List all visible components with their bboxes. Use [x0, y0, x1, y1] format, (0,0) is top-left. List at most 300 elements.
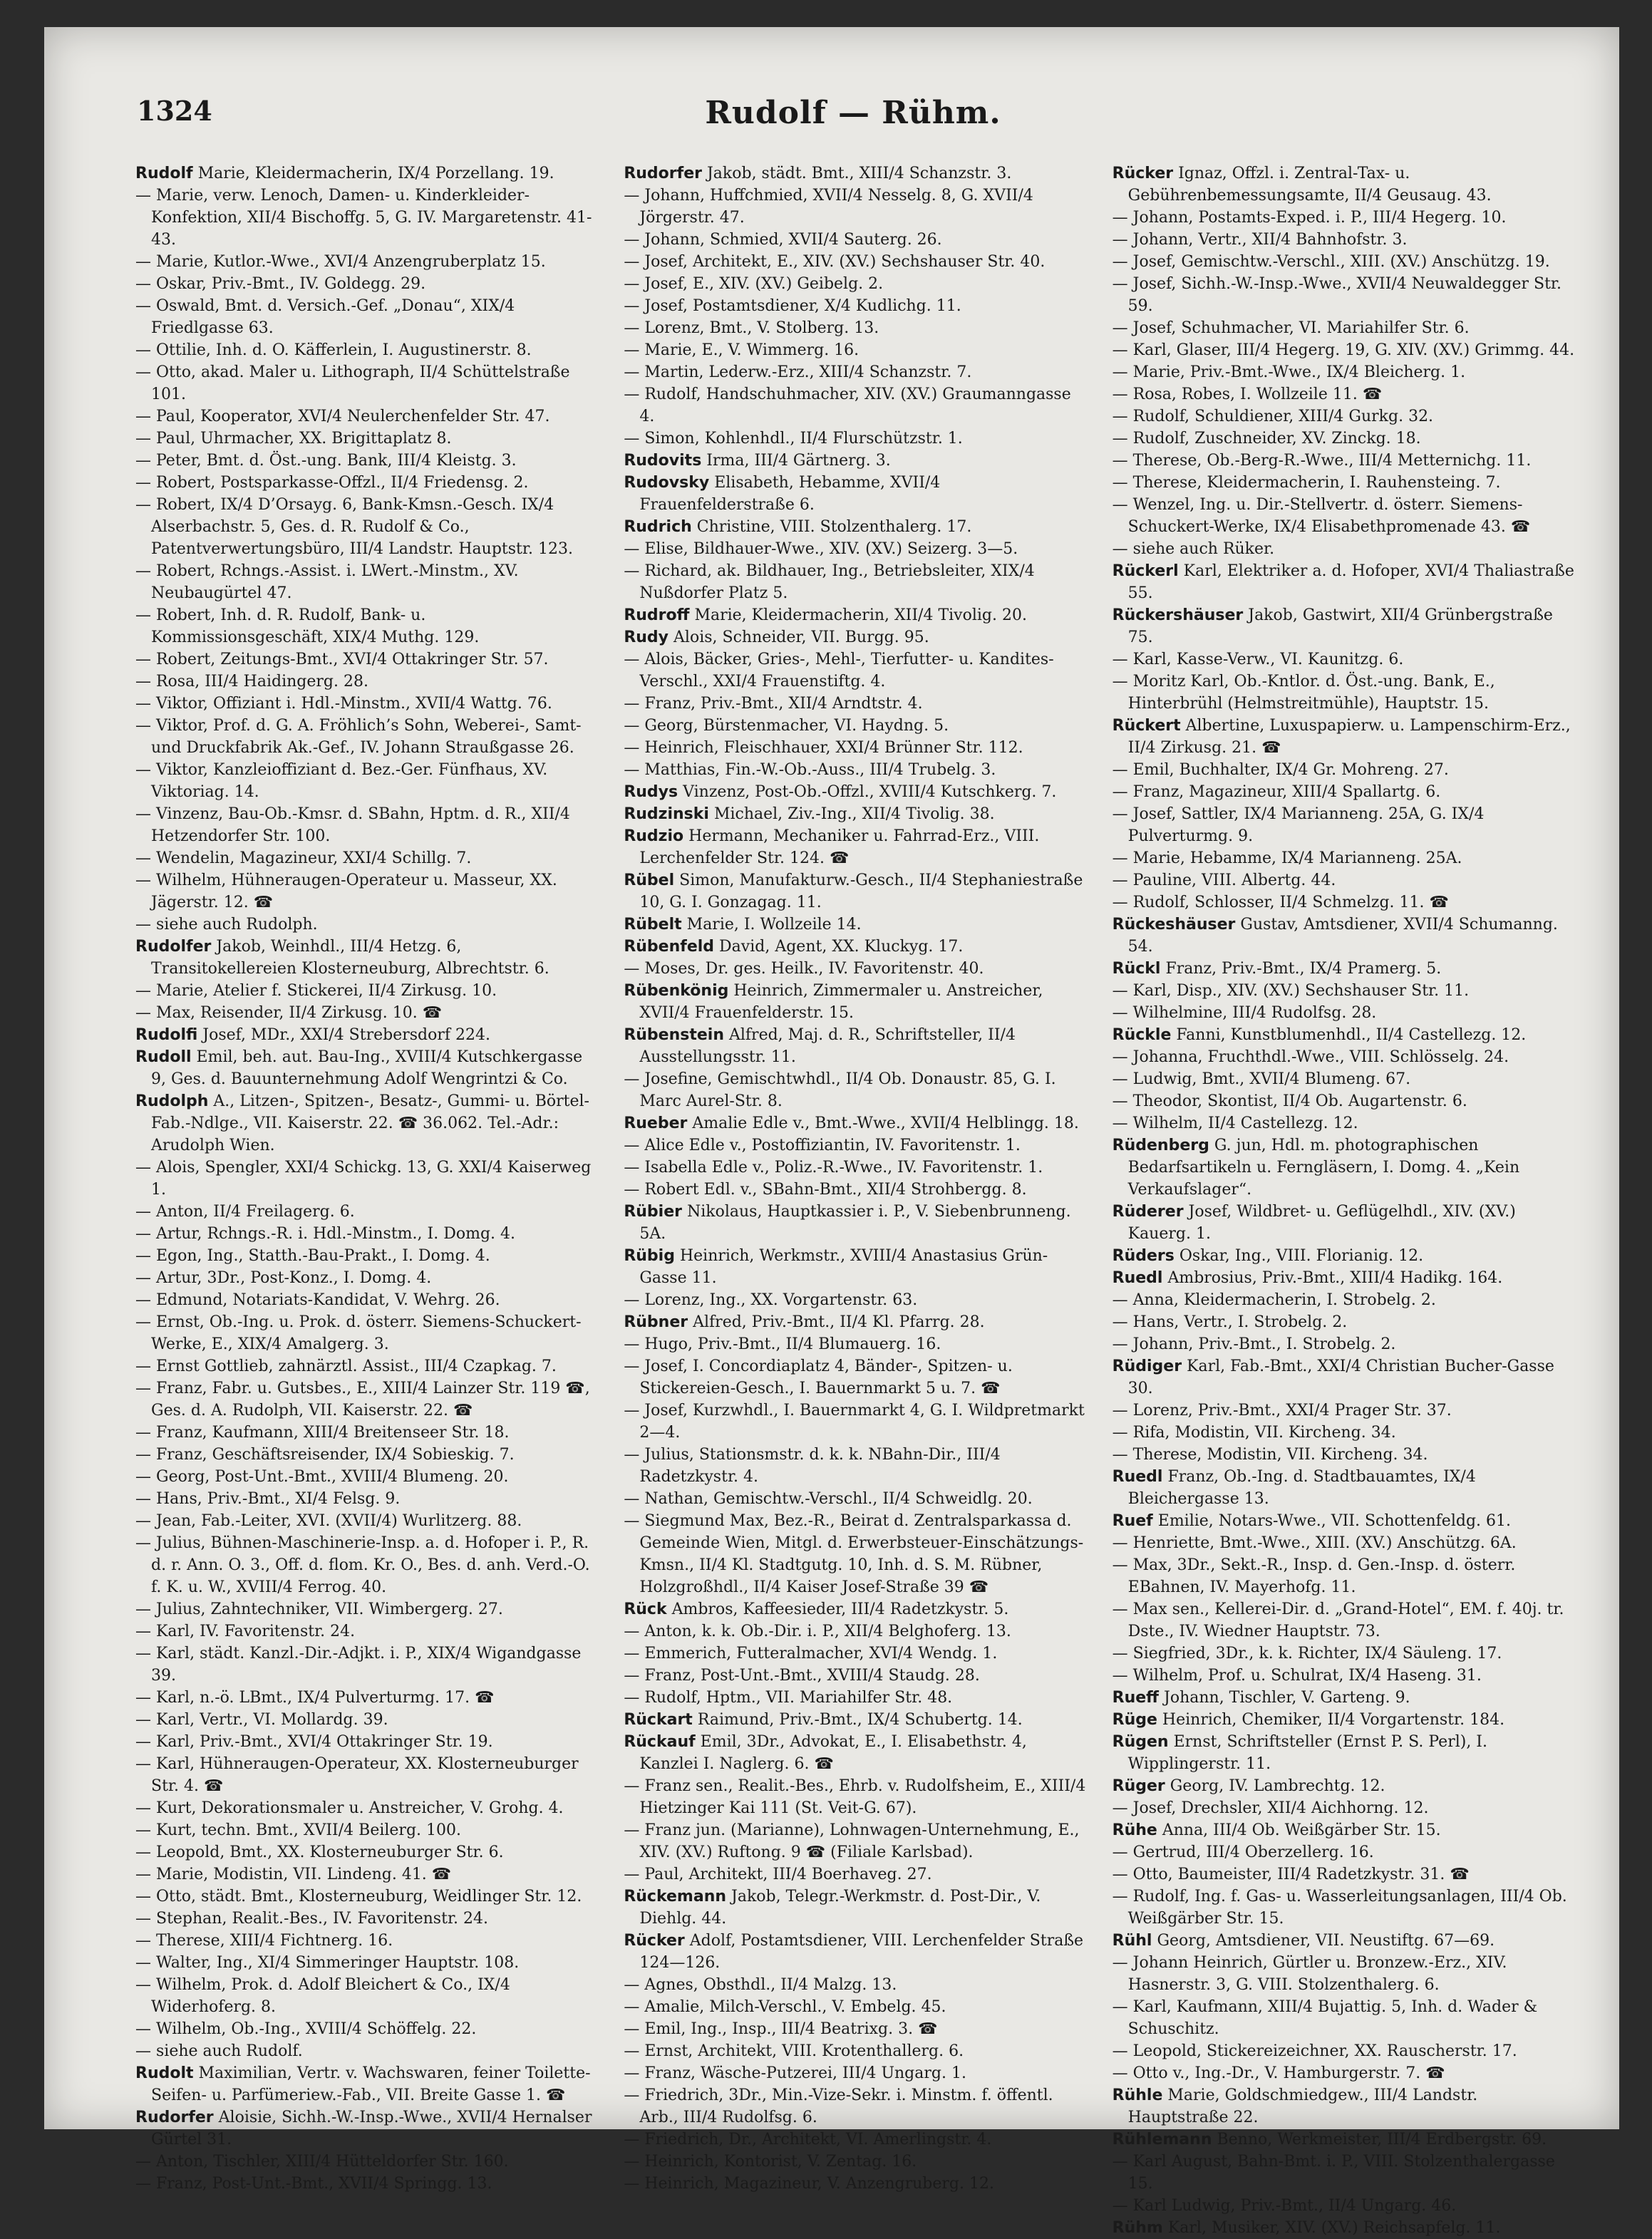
- directory-entry: [624, 538, 1088, 560]
- directory-entry: [1112, 450, 1576, 472]
- entry-text: Karl, Fab.-Bmt., XXI/4 Christian Bucher-Gasse 30.: [1127, 1358, 1554, 1397]
- entry-text: — Lorenz, Bmt., V. Stolberg. 13.: [624, 319, 879, 337]
- entry-surname: Rügen: [1112, 1733, 1169, 1751]
- entry-text: — Karl, n.-ö. LBmt., IX/4 Pulverturmg. 17. ☎: [135, 1689, 495, 1707]
- entry-text: — Franz, Post-Unt.-Bmt., XVIII/4 Staudg. 28.: [624, 1667, 980, 1685]
- entry-text: Oskar, Ing., VIII. Florianig. 12.: [1174, 1247, 1424, 1265]
- directory-entry: [624, 1245, 1088, 1289]
- entry-surname: Ruef: [1112, 1512, 1153, 1530]
- entry-text: Hermann, Mechaniker u. Fahrrad-Erz., VIII. Lerchenfelder Str. 124. ☎: [639, 827, 1040, 867]
- entry-text: — Wilhelm, II/4 Castellezg. 12.: [1112, 1115, 1358, 1132]
- directory-entry: [135, 1620, 599, 1643]
- entry-text: — Karl, Kasse-Verw., VI. Kaunitzg. 6.: [1112, 651, 1404, 668]
- entry-text: — Karl, Hühneraugen-Operateur, XX. Klosterneuburger Str. 4. ☎: [135, 1755, 579, 1795]
- directory-entry: [624, 1863, 1088, 1886]
- directory-entry: [1112, 759, 1576, 781]
- entry-text: — Franz, Priv.-Bmt., XII/4 Arndtstr. 4.: [624, 695, 923, 713]
- directory-entry: [624, 2040, 1088, 2062]
- directory-entry: [135, 1841, 599, 1863]
- entry-text: — Marie, verw. Lenoch, Damen- u. Kinderkleider-Konfektion, XII/4 Bischoffg. 5, G. IV. Margaretenstr. 41-43.: [135, 187, 592, 249]
- directory-entry: [624, 604, 1088, 626]
- entry-text: — Karl, städt. Kanzl.-Dir.-Adjkt. i. P., XIX/4 Wigandgasse 39.: [135, 1645, 582, 1685]
- directory-entry: [1112, 980, 1576, 1002]
- entry-text: — Viktor, Offiziant i. Hdl.-Minstm., XVII/4 Wattg. 76.: [135, 695, 552, 713]
- directory-entry: [1112, 1422, 1576, 1444]
- entry-text: — Kurt, Dekorationsmaler u. Anstreicher, V. Grohg. 4.: [135, 1799, 564, 1817]
- directory-entry: [624, 1112, 1088, 1134]
- directory-entry: [624, 1355, 1088, 1400]
- entry-text: — Wilhelm, Prok. d. Adolf Bleichert & Co., IX/4 Widerhoferg. 8.: [135, 1976, 510, 2016]
- directory-entry: [1112, 1709, 1576, 1731]
- entry-text: — Josef, Schuhmacher, VI. Mariahilfer Str. 6.: [1112, 319, 1470, 337]
- entry-text: — Robert, Postsparkasse-Offzl., II/4 Friedensg. 2.: [135, 474, 529, 492]
- entry-text: — Agnes, Obsthdl., II/4 Malzg. 13.: [624, 1976, 897, 1994]
- directory-entry: [624, 162, 1088, 185]
- entry-text: — Elise, Bildhauer-Wwe., XIV. (XV.) Seizerg. 3—5.: [624, 540, 1018, 558]
- directory-entry: [1112, 1930, 1576, 1952]
- directory-entry: [135, 1245, 599, 1267]
- entry-text: — Wilhelm, Ob.-Ing., XVIII/4 Schöffelg. 22.: [135, 2020, 477, 2038]
- directory-entry: [135, 803, 599, 847]
- directory-entry: [624, 825, 1088, 869]
- directory-entry: [624, 936, 1088, 958]
- entry-text: — Wenzel, Ing. u. Dir.-Stellvertr. d. österr. Siemens-Schuckert-Werke, IX/4 Elisabethpromenade 43. ☎: [1112, 496, 1531, 536]
- entry-text: — Paul, Architekt, III/4 Boerhaveg. 27.: [624, 1866, 932, 1883]
- page-header: [137, 95, 1569, 145]
- directory-entry: [1112, 494, 1576, 538]
- directory-entry: [135, 2106, 599, 2151]
- directory-entry: [1112, 2217, 1576, 2239]
- entry-text: — Johann, Postamts-Exped. i. P., III/4 Hegerg. 10.: [1112, 209, 1507, 227]
- directory-entry: [624, 1819, 1088, 1863]
- entry-surname: Ruedl: [1112, 1468, 1163, 1486]
- entry-surname: Rühm: [1112, 2219, 1163, 2237]
- directory-entry: [624, 1311, 1088, 1333]
- directory-entry: [135, 1046, 599, 1090]
- entry-surname: Rudovsky: [624, 474, 710, 492]
- directory-entry: [1112, 1046, 1576, 1068]
- entry-text: Ernst, Schriftsteller (Ernst P. S. Perl), I. Wipplingerstr. 11.: [1127, 1733, 1487, 1773]
- entry-text: — Georg, Bürstenmacher, VI. Haydng. 5.: [624, 717, 949, 735]
- entry-text: — Max, Reisender, II/4 Zirkusg. 10. ☎: [135, 1004, 443, 1022]
- directory-entry: [624, 317, 1088, 339]
- entry-surname: Rudolf: [135, 165, 193, 182]
- directory-entry: [624, 958, 1088, 980]
- entry-text: — Leopold, Bmt., XX. Klosterneuburger Str. 6.: [135, 1844, 504, 1861]
- entry-text: Josef, MDr., XXI/4 Strebersdorf 224.: [197, 1026, 491, 1044]
- directory-entry: [1112, 1554, 1576, 1598]
- entry-text: — Wilhelm, Prof. u. Schulrat, IX/4 Haseng. 31.: [1112, 1667, 1482, 1685]
- directory-entry: [1112, 1797, 1576, 1819]
- directory-entry: [624, 1134, 1088, 1157]
- directory-entry: [135, 494, 599, 560]
- entry-text: Karl, Musiker, XIV. (XV.) Reichsapfelg. 11.: [1162, 2219, 1501, 2237]
- entry-surname: Rückl: [1112, 960, 1161, 978]
- entry-text: — Wendelin, Magazineur, XXI/4 Schillg. 7.: [135, 849, 472, 867]
- directory-entry: [624, 737, 1088, 759]
- entry-surname: Rudolfi: [135, 1026, 198, 1044]
- entry-text: — Viktor, Prof. d. G. A. Fröhlich’s Sohn, Weberei-, Samt- und Druckfabrik Ak.-Gef., IV. Johann Straußgasse 26.: [135, 717, 582, 757]
- directory-entry: [135, 869, 599, 914]
- directory-entry: [135, 295, 599, 339]
- directory-entry: [1112, 847, 1576, 869]
- directory-entry: [624, 1289, 1088, 1311]
- entry-text: — Therese, Ob.-Berg-R.-Wwe., III/4 Metternichg. 11.: [1112, 452, 1532, 470]
- directory-entry: [1112, 1201, 1576, 1245]
- entry-surname: Rudolt: [135, 2064, 194, 2082]
- directory-entry: [135, 1598, 599, 1620]
- directory-entry: [1112, 1355, 1576, 1400]
- entry-surname: Rudys: [624, 783, 678, 801]
- entry-text: — Jean, Fab.-Leiter, XVI. (XVII/4) Wurlitzerg. 88.: [135, 1512, 522, 1530]
- directory-entry: [624, 1665, 1088, 1687]
- entry-text: — Josef, Gemischtw.-Verschl., XIII. (XV.) Anschützg. 19.: [1112, 253, 1550, 271]
- entry-text: — Hans, Priv.-Bmt., XI/4 Felsg. 9.: [135, 1490, 401, 1508]
- entry-surname: Rückart: [624, 1711, 693, 1729]
- entry-text: Ignaz, Offzl. i. Zentral-Tax- u. Gebührenbemessungsamte, II/4 Geusaug. 43.: [1127, 165, 1492, 205]
- entry-text: — Anton, II/4 Freilagerg. 6.: [135, 1203, 355, 1221]
- entry-text: — Rudolf, Schlosser, II/4 Schmelzg. 11. ☎: [1112, 894, 1449, 911]
- entry-text: Maximilian, Vertr. v. Wachswaren, feiner Toilette-Seifen- u. Parfümeriew.-Fab., VII. Breite Gasse 1. ☎: [151, 2064, 591, 2104]
- entry-text: — Robert, Inh. d. R. Rudolf, Bank- u. Kommissionsgeschäft, XIX/4 Muthg. 129.: [135, 606, 480, 646]
- entry-text: — Heinrich, Fleischhauer, XXI/4 Brünner Str. 112.: [624, 739, 1023, 757]
- entry-surname: Rudoll: [135, 1048, 192, 1066]
- entry-text: — Marie, Modistin, VII. Lindeng. 41. ☎: [135, 1866, 452, 1883]
- directory-entry: [624, 2173, 1088, 2195]
- entry-text: — Matthias, Fin.-W.-Ob.-Auss., III/4 Trubelg. 3.: [624, 761, 996, 779]
- entry-text: — Josef, I. Concordiaplatz 4, Bänder-, Spitzen- u. Stickereien-Gesch., I. Bauernmarkt 5 u. 7. ☎: [624, 1358, 1013, 1397]
- entry-text: — Josefine, Gemischtwhdl., II/4 Ob. Donaustr. 85, G. I. Marc Aurel-Str. 8.: [624, 1070, 1056, 1110]
- entry-surname: Rübel: [624, 872, 675, 889]
- directory-entry: [1112, 472, 1576, 494]
- directory-entry: [624, 185, 1088, 229]
- entry-surname: Rübenkönig: [624, 982, 729, 1000]
- directory-entry: [1112, 1665, 1576, 1687]
- entry-text: Georg, Amtsdiener, VII. Neustiftg. 67—69.: [1152, 1932, 1495, 1950]
- directory-entry: [135, 1223, 599, 1245]
- entry-text: Christine, VIII. Stolzenthalerg. 17.: [691, 518, 972, 536]
- directory-entry: [135, 1886, 599, 1908]
- entry-text: Albertine, Luxuspapierw. u. Lampenschirm-Erz., II/4 Zirkusg. 21. ☎: [1127, 717, 1571, 757]
- entry-surname: Rudolfer: [135, 938, 212, 956]
- directory-entry: [1112, 1002, 1576, 1024]
- directory-entry: [624, 516, 1088, 538]
- entry-text: — Stephan, Realit.-Bes., IV. Favoritenstr. 24.: [135, 1910, 489, 1928]
- entry-text: — Siegfried, 3Dr., k. k. Richter, IX/4 Säuleng. 17.: [1112, 1645, 1502, 1663]
- entry-text: — Vinzenz, Bau-Ob.-Kmsr. d. SBahn, Hptm. d. R., XII/4 Hetzendorfer Str. 100.: [135, 805, 570, 845]
- entry-text: — Heinrich, Magazineur, V. Anzengruberg. 12.: [624, 2175, 994, 2193]
- directory-entry: [1112, 273, 1576, 317]
- entry-surname: Rückershäuser: [1112, 606, 1244, 624]
- entry-surname: Rudovits: [624, 452, 702, 470]
- directory-entry: [624, 2018, 1088, 2040]
- entry-text: — Josef, Postamtsdiener, X/4 Kudlichg. 11.: [624, 297, 961, 315]
- directory-entry: [1112, 715, 1576, 759]
- page-number: 1324: [137, 95, 212, 127]
- entry-text: — Ottilie, Inh. d. O. Käfferlein, I. Augustinerstr. 8.: [135, 341, 532, 359]
- entry-text: — Robert, Rchngs.-Assist. i. LWert.-Minstm., XV. Neubaugürtel 47.: [135, 562, 519, 602]
- directory-entry: [624, 1510, 1088, 1598]
- directory-entry: [624, 648, 1088, 693]
- directory-entry: [624, 1201, 1088, 1245]
- entry-text: — Heinrich, Kontorist, V. Zentag. 16.: [624, 2153, 917, 2171]
- directory-entry: [135, 2173, 599, 2195]
- directory-entry: [1112, 1819, 1576, 1841]
- directory-entry: [1112, 781, 1576, 803]
- entry-text: G. jun, Hdl. m. photographischen Bedarfsartikeln u. Ferngläsern, I. Domg. 4. „Kein Verkaufslager“.: [1127, 1137, 1520, 1199]
- entry-columns: [135, 162, 1576, 2237]
- running-title: Rudolf — Rühm.: [705, 95, 1001, 131]
- entry-text: — Ernst, Ob.-Ing. u. Prok. d. österr. Siemens-Schuckert-Werke, E., XIX/4 Amalgerg. 3.: [135, 1313, 582, 1353]
- directory-entry: [135, 1819, 599, 1841]
- directory-entry: [135, 251, 599, 273]
- directory-entry: [135, 759, 599, 803]
- entry-text: — Rudolf, Hptm., VII. Mariahilfer Str. 48.: [624, 1689, 953, 1707]
- entry-text: — Theodor, Skontist, II/4 Ob. Augartenstr. 6.: [1112, 1092, 1467, 1110]
- entry-text: — Therese, Kleidermacherin, I. Rauhensteing. 7.: [1112, 474, 1501, 492]
- entry-text: — Franz, Post-Unt.-Bmt., XVII/4 Springg. 13.: [135, 2175, 492, 2193]
- directory-entry: [624, 1157, 1088, 1179]
- entry-text: — Julius, Bühnen-Maschinerie-Insp. a. d. Hofoper i. P., R. d. r. Ann. O. 3., Off. d. flom. Kr. O., Bes. d. anh. Verd.-O. f. K. u. W., XVIII/4 Ferrog. 40.: [135, 1534, 590, 1596]
- directory-entry: [1112, 1112, 1576, 1134]
- directory-entry: [1112, 207, 1576, 229]
- entry-text: — Emil, Ing., Insp., III/4 Beatrixg. 3. ☎: [624, 2020, 938, 2038]
- entry-text: — Rudolf, Schuldiener, XIII/4 Gurkg. 32.: [1112, 408, 1434, 425]
- column-left: [135, 162, 599, 2193]
- directory-entry: [1112, 229, 1576, 251]
- entry-text: — Karl Ludwig, Priv.-Bmt., II/4 Ungarg. 46.: [1112, 2197, 1457, 2215]
- entry-text: Emil, 3Dr., Advokat, E., I. Elisabethstr. 4, Kanzlei I. Naglerg. 6. ☎: [639, 1733, 1027, 1773]
- entry-text: — Martin, Lederw.-Erz., XIII/4 Schanzstr. 7.: [624, 363, 972, 381]
- entry-text: — Wilhelmine, III/4 Rudolfsg. 28.: [1112, 1004, 1377, 1022]
- entry-surname: Rückerl: [1112, 562, 1179, 580]
- directory-entry: [1112, 1289, 1576, 1311]
- directory-entry: [1112, 1532, 1576, 1554]
- entry-text: Marie, Kleidermacherin, IX/4 Porzellang. 19.: [192, 165, 554, 182]
- directory-entry: [624, 560, 1088, 604]
- entry-text: — Johann, Vertr., XII/4 Bahnhofstr. 3.: [1112, 231, 1408, 249]
- directory-entry: [1112, 1598, 1576, 1643]
- directory-entry: [135, 361, 599, 405]
- directory-entry: [1112, 2151, 1576, 2195]
- entry-text: — Franz jun. (Marianne), Lohnwagen-Unternehmung, E., XIV. (XV.) Ruftong. 9 ☎ (Filiale Karlsbad).: [624, 1821, 1080, 1861]
- directory-entry: [135, 1201, 599, 1223]
- entry-text: — Josef, E., XIV. (XV.) Geibelg. 2.: [624, 275, 884, 293]
- directory-entry: [135, 1157, 599, 1201]
- entry-text: — Johanna, Fruchthdl.-Wwe., VIII. Schlösselg. 24.: [1112, 1048, 1509, 1066]
- entry-text: Jakob, Telegr.-Werkmstr. d. Post-Dir., V. Diehlg. 44.: [639, 1888, 1041, 1928]
- entry-text: — Anton, k. k. Ob.-Dir. i. P., XII/4 Belghoferg. 13.: [624, 1623, 1011, 1640]
- directory-entry: [624, 781, 1088, 803]
- directory-entry: [624, 980, 1088, 1024]
- directory-entry: [624, 1620, 1088, 1643]
- directory-entry: [1112, 914, 1576, 958]
- entry-text: — Robert, Zeitungs-Bmt., XVI/4 Ottakringer Str. 57.: [135, 651, 549, 668]
- directory-entry: [1112, 891, 1576, 914]
- entry-text: — Max sen., Kellerei-Dir. d. „Grand-Hotel“, EM. f. 40j. tr. Dste., IV. Wiedner Hauptstr. 73.: [1112, 1601, 1564, 1640]
- entry-text: — Karl, Disp., XIV. (XV.) Sechshauser Str. 11.: [1112, 982, 1470, 1000]
- directory-entry: [624, 295, 1088, 317]
- directory-entry: [624, 1333, 1088, 1355]
- directory-entry: [1112, 1245, 1576, 1267]
- directory-entry: [624, 428, 1088, 450]
- directory-entry: [1112, 1466, 1576, 1510]
- entry-surname: Rübelt: [624, 916, 682, 934]
- entry-text: Anna, III/4 Ob. Weißgärber Str. 15.: [1157, 1821, 1441, 1839]
- directory-entry: [135, 560, 599, 604]
- entry-text: Josef, Wildbret- u. Geflügelhdl., XIV. (XV.) Kauerg. 1.: [1127, 1203, 1516, 1243]
- entry-text: — Edmund, Notariats-Kandidat, V. Wehrg. 26.: [135, 1291, 500, 1309]
- directory-entry: [624, 472, 1088, 516]
- entry-text: — Karl, IV. Favoritenstr. 24.: [135, 1623, 356, 1640]
- entry-text: — Otto v., Ing.-Dr., V. Hamburgerstr. 7. ☎: [1112, 2064, 1445, 2082]
- directory-entry: [135, 1024, 599, 1046]
- directory-entry: [135, 1355, 599, 1377]
- directory-entry: [135, 185, 599, 251]
- directory-entry: [624, 1488, 1088, 1510]
- entry-text: Heinrich, Werkmstr., XVIII/4 Anastasius Grün-Gasse 11.: [639, 1247, 1048, 1287]
- directory-entry: [624, 1930, 1088, 1974]
- entry-text: Marie, I. Wollzeile 14.: [681, 916, 862, 934]
- directory-entry: [135, 936, 599, 980]
- entry-text: Marie, Goldschmiedgew., III/4 Landstr. Hauptstraße 22.: [1127, 2087, 1478, 2126]
- entry-surname: Rückauf: [624, 1733, 696, 1751]
- entry-text: — siehe auch Rüker.: [1112, 540, 1275, 558]
- entry-surname: Rudorfer: [624, 165, 702, 182]
- directory-entry: [135, 693, 599, 715]
- directory-entry: [1112, 2195, 1576, 2217]
- entry-text: — Henriette, Bmt.-Wwe., XIII. (XV.) Anschützg. 6A.: [1112, 1534, 1517, 1552]
- directory-entry: [135, 1930, 599, 1952]
- entry-surname: Rübenfeld: [624, 938, 715, 956]
- directory-entry: [1112, 648, 1576, 671]
- entry-surname: Rudzio: [624, 827, 684, 845]
- entry-surname: Rudolph: [135, 1092, 209, 1110]
- entry-surname: Rüge: [1112, 1711, 1157, 1729]
- entry-text: Jakob, Gastwirt, XII/4 Grünbergstraße 75.: [1127, 606, 1553, 646]
- entry-text: — Ernst, Architekt, VIII. Krotenthallerg. 6.: [624, 2042, 964, 2060]
- entry-surname: Rueber: [624, 1115, 688, 1132]
- entry-text: — Rudolf, Zuschneider, XV. Zinckg. 18.: [1112, 430, 1421, 448]
- entry-text: — Egon, Ing., Statth.-Bau-Prakt., I. Domg. 4.: [135, 1247, 490, 1265]
- entry-text: — Robert, IX/4 D’Orsayg. 6, Bank-Kmsn.-Gesch. IX/4 Alserbachstr. 5, Ges. d. R. Rudolf & Co., Patentverwertungsbüro, III/4 Landstr. Hauptstr. 123.: [135, 496, 573, 558]
- entry-text: — Rosa, Robes, I. Wollzeile 11. ☎: [1112, 386, 1383, 403]
- entry-surname: Rübig: [624, 1247, 675, 1265]
- directory-entry: [1112, 671, 1576, 715]
- entry-surname: Rübenstein: [624, 1026, 724, 1044]
- entry-text: Franz, Priv.-Bmt., IX/4 Pramerg. 5.: [1160, 960, 1442, 978]
- entry-text: — Oswald, Bmt. d. Versich.-Gef. „Donau“, XIX/4 Friedlgasse 63.: [135, 297, 515, 337]
- directory-entry: [1112, 958, 1576, 980]
- entry-text: — Otto, städt. Bmt., Klosterneuburg, Weidlinger Str. 12.: [135, 1888, 582, 1906]
- entry-text: — Josef, Drechsler, XII/4 Aichhorng. 12.: [1112, 1799, 1429, 1817]
- directory-entry: [624, 869, 1088, 914]
- entry-text: — Marie, Priv.-Bmt.-Wwe., IX/4 Bleicherg. 1.: [1112, 363, 1466, 381]
- entry-text: — Siegmund Max, Bez.-R., Beirat d. Zentralsparkassa d. Gemeinde Wien, Mitgl. d. Erwerbsteuer-Einschätzungs-Kmsn., II/4 Kl. Stadtgutg. 10, Inh. d. S. M. Rübner, Holzgroßhdl., II/4 Kaiser Josef-Straße 39 ☎: [624, 1512, 1084, 1596]
- entry-text: — siehe auch Rudolf.: [135, 2042, 303, 2060]
- directory-entry: [135, 648, 599, 671]
- entry-text: — Isabella Edle v., Poliz.-R.-Wwe., IV. Favoritenstr. 1.: [624, 1159, 1043, 1177]
- entry-text: Johann, Tischler, V. Garteng. 9.: [1159, 1689, 1410, 1707]
- directory-entry: [135, 715, 599, 759]
- directory-entry: [135, 1289, 599, 1311]
- directory-entry: [135, 1444, 599, 1466]
- directory-entry: [624, 626, 1088, 648]
- directory-entry: [1112, 1731, 1576, 1775]
- entry-text: — Franz, Wäsche-Putzerei, III/4 Ungarg. 1.: [624, 2064, 966, 2082]
- entry-text: — Gertrud, III/4 Oberzellerg. 16.: [1112, 1844, 1374, 1861]
- directory-entry: [135, 1466, 599, 1488]
- directory-entry: [624, 1731, 1088, 1775]
- entry-text: Alfred, Priv.-Bmt., II/4 Kl. Pfarrg. 28.: [688, 1313, 985, 1331]
- entry-text: — Johann Heinrich, Gürtler u. Bronzew.-Erz., XIV. Hasnerstr. 3, G. VIII. Stolzenthalerg. 6.: [1112, 1954, 1507, 1994]
- directory-entry: [624, 2062, 1088, 2084]
- directory-entry: [624, 1687, 1088, 1709]
- entry-surname: Rückemann: [624, 1888, 727, 1906]
- directory-entry: [135, 2062, 599, 2106]
- entry-text: — Franz, Kaufmann, XIII/4 Breitenseer Str. 18.: [135, 1424, 510, 1442]
- entry-text: — Julius, Stationsmstr. d. k. k. NBahn-Dir., III/4 Radetzkystr. 4.: [624, 1446, 1001, 1486]
- entry-text: Irma, III/4 Gärtnerg. 3.: [701, 452, 891, 470]
- entry-text: — Amalie, Milch-Verschl., V. Embelg. 45.: [624, 1998, 946, 2016]
- directory-entry: [135, 980, 599, 1002]
- directory-entry: [624, 229, 1088, 251]
- entry-text: Benno, Werkmeister, III/4 Erdbergstr. 69.: [1212, 2131, 1547, 2148]
- directory-entry: [1112, 162, 1576, 207]
- entry-text: Raimund, Priv.-Bmt., IX/4 Schubertg. 14.: [692, 1711, 1023, 1729]
- directory-entry: [135, 1687, 599, 1709]
- entry-text: — Karl, Kaufmann, XIII/4 Bujattig. 5, Inh. d. Wader & Schuschitz.: [1112, 1998, 1538, 2038]
- entry-text: — Robert Edl. v., SBahn-Bmt., XII/4 Strohbergg. 8.: [624, 1181, 1027, 1199]
- entry-text: Alfred, Maj. d. R., Schriftsteller, II/4 Ausstellungsstr. 11.: [639, 1026, 1016, 1066]
- directory-entry: [1112, 1134, 1576, 1201]
- entry-text: Jakob, Weinhdl., III/4 Hetzg. 6, Transitokellereien Klosterneuburg, Albrechtstr. 6.: [151, 938, 549, 978]
- entry-text: Emilie, Notars-Wwe., VII. Schottenfeldg. 61.: [1152, 1512, 1511, 1530]
- entry-surname: Ruedl: [1112, 1269, 1163, 1287]
- directory-entry: [135, 1311, 599, 1355]
- entry-text: — Marie, Hebamme, IX/4 Marianneng. 25A.: [1112, 849, 1462, 867]
- entry-text: — Anna, Kleidermacherin, I. Strobelg. 2.: [1112, 1291, 1436, 1309]
- directory-entry: [135, 1797, 599, 1819]
- column-middle: [624, 162, 1088, 2193]
- directory-entry: [1112, 604, 1576, 648]
- directory-entry: [135, 1974, 599, 2018]
- directory-entry: [135, 2040, 599, 2062]
- entry-surname: Rüger: [1112, 1777, 1165, 1795]
- entry-text: — Emmerich, Futteralmacher, XVI/4 Wendg. 1.: [624, 1645, 998, 1663]
- directory-entry: [1112, 1952, 1576, 1996]
- entry-text: — Franz sen., Realit.-Bes., Ehrb. v. Rudolfsheim, E., XIII/4 Hietzinger Kai 111 (St. Veit-G. 67).: [624, 1777, 1086, 1817]
- directory-entry: [135, 1908, 599, 1930]
- entry-surname: Rühle: [1112, 2087, 1163, 2104]
- entry-text: — Johann, Priv.-Bmt., I. Strobelg. 2.: [1112, 1335, 1396, 1353]
- directory-entry: [1112, 405, 1576, 428]
- directory-entry: [1112, 1643, 1576, 1665]
- entry-text: Franz, Ob.-Ing. d. Stadtbauamtes, IX/4 Bleichergasse 13.: [1127, 1468, 1476, 1508]
- entry-text: — Josef, Kurzwhdl., I. Bauernmarkt 4, G. I. Wildpretmarkt 2—4.: [624, 1402, 1085, 1442]
- directory-entry: [1112, 1841, 1576, 1863]
- entry-text: — Moritz Karl, Ob.-Kntlor. d. Öst.-ung. Bank, E., Hinterbrühl (Helmstreitmühle), Hauptstr. 15.: [1112, 673, 1495, 713]
- directory-entry: [1112, 251, 1576, 273]
- entry-text: — Josef, Sichh.-W.-Insp.-Wwe., XVII/4 Neuwaldegger Str. 59.: [1112, 275, 1562, 315]
- entry-text: — Karl, Vertr., VI. Mollardg. 39.: [135, 1711, 388, 1729]
- entry-text: Georg, IV. Lambrechtg. 12.: [1165, 1777, 1385, 1795]
- directory-entry: [1112, 1333, 1576, 1355]
- column-right: [1112, 162, 1576, 2237]
- entry-text: Fanni, Kunstblumenhdl., II/4 Castellezg. 12.: [1171, 1026, 1527, 1044]
- entry-text: — Otto, akad. Maler u. Lithograph, II/4 Schüttelstraße 101.: [135, 363, 570, 403]
- directory-entry: [624, 1709, 1088, 1731]
